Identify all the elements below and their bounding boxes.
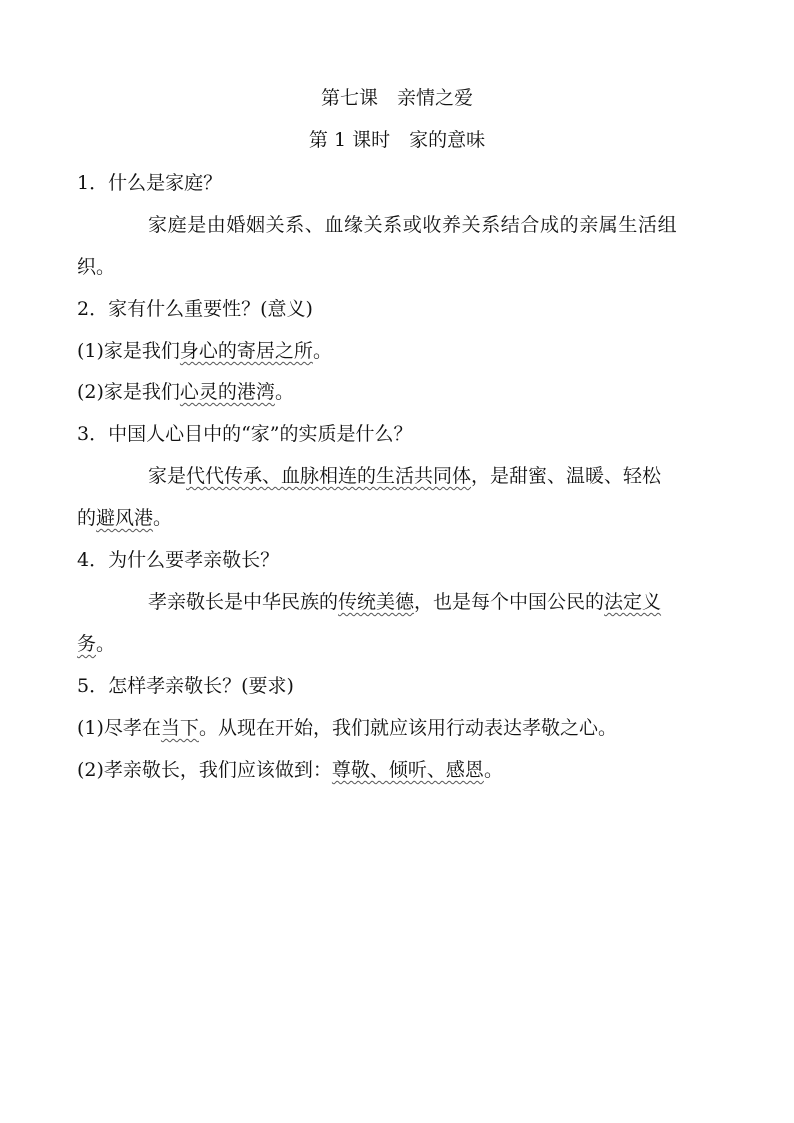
answer-2-item-1-suffix: 。 — [312, 340, 332, 362]
answer-2-item-2 — [77, 380, 294, 404]
answer-3-line-1 — [148, 464, 661, 488]
answer-5-item-2-prefix: (2)孝亲敬长，我们应该做到： — [77, 759, 332, 781]
answer-4-line-1-prefix: 孝亲敬长是中华民族的 — [148, 591, 339, 613]
lesson-title: 第七课 亲情之爱 — [320, 87, 473, 109]
answer-1-line-1: 家庭是由婚姻关系、血缘关系或收养关系结合成的亲属生活组 — [148, 214, 678, 236]
answer-4-line-1-middle: ，也是每个中国公民的 — [414, 591, 605, 613]
answer-2-item-2-keyword: 心灵的港湾 — [179, 381, 275, 403]
question-5: 5．怎样孝亲敬长？(要求) — [77, 675, 294, 697]
answer-5-item-2-keyword: 尊敬、倾听、感恩 — [331, 759, 484, 781]
answer-3-keyword: 代代传承、血脉相连的生活共同体 — [186, 465, 472, 487]
answer-3-line-2 — [77, 506, 172, 530]
answer-2-item-2-prefix: (2)家是我们 — [77, 381, 180, 403]
answer-5-item-2 — [77, 758, 503, 782]
answer-2-item-1 — [77, 339, 332, 363]
question-4: 4．为什么要孝亲敬长？ — [77, 549, 280, 571]
answer-4-line-2-suffix: 。 — [96, 633, 116, 655]
answer-5-item-1 — [77, 716, 617, 740]
answer-3-keyword-2: 避风港 — [96, 507, 154, 529]
question-2: 2．家有什么重要性？(意义) — [77, 298, 313, 320]
answer-3-line-2-suffix: 。 — [153, 507, 173, 529]
answer-4-keyword-2: 法定义 — [604, 591, 662, 613]
answer-3-line-2-prefix: 的 — [77, 507, 97, 529]
answer-5-item-1-keyword: 当下 — [160, 717, 199, 739]
answer-3-line-1-suffix: ，是甜蜜、温暖、轻松 — [471, 465, 662, 487]
question-3: 3．中国人心目中的“家”的实质是什么？ — [77, 423, 413, 445]
question-1: 1．什么是家庭？ — [77, 172, 223, 194]
answer-5-item-1-suffix: 。从现在开始，我们就应该用行动表达孝敬之心。 — [198, 717, 617, 739]
answer-4-line-2 — [77, 632, 115, 656]
answer-3-line-1-prefix: 家是 — [148, 465, 187, 487]
answer-5-item-2-suffix: 。 — [483, 759, 503, 781]
answer-4-line-1 — [148, 590, 661, 614]
answer-5-item-1-prefix: (1)尽孝在 — [77, 717, 161, 739]
answer-2-item-1-prefix: (1)家是我们 — [77, 340, 180, 362]
lesson-subtitle: 第 1 课时 家的意味 — [308, 129, 486, 151]
answer-2-item-2-suffix: 。 — [274, 381, 294, 403]
answer-2-item-1-keyword: 身心的寄居之所 — [179, 340, 313, 362]
answer-4-keyword-2-cont: 务 — [77, 633, 97, 655]
answer-4-keyword-1: 传统美德 — [338, 591, 415, 613]
answer-1-line-2: 织。 — [77, 256, 116, 278]
